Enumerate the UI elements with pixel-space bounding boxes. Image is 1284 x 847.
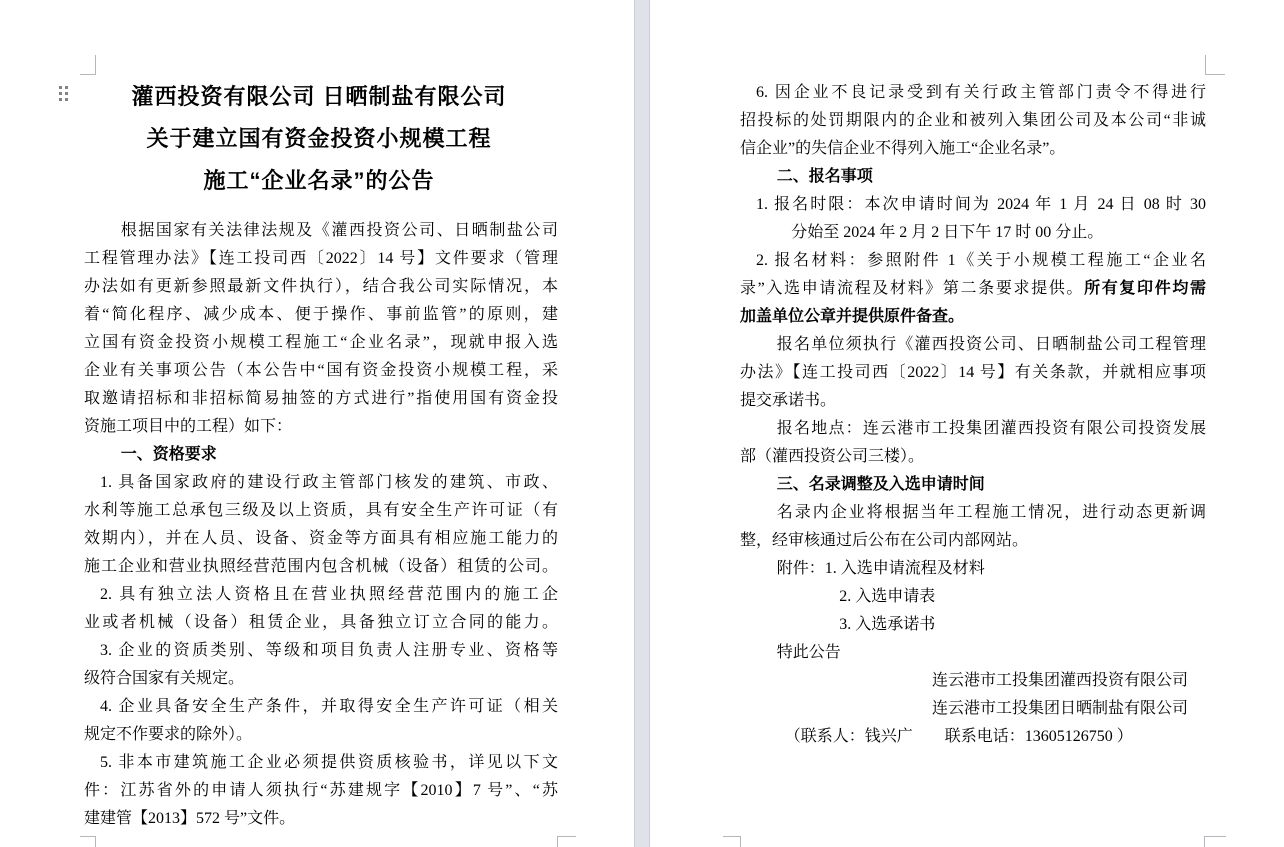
attachment-line: 3. 入选承诺书 [839,616,936,633]
body-line: 工程管理办法》【连工投司西〔2022〕14 号】文件要求（管理 [84,250,558,267]
signature-line: 连云港市工投集团日晒制盐有限公司 [931,700,1188,717]
body-line: 规定不作要求的除外）。 [84,726,253,743]
body-line: 报名地点：连云港市工投集团灌西投资有限公司投资发展 [776,420,1206,437]
body-line: 级符合国家有关规定。 [84,670,245,687]
body-line: 5. 非本市建筑施工企业必须提供资质核验书，详见以下文 [100,754,558,771]
document-title [84,76,554,202]
body-line: 立国有资金投资小规模工程施工“企业名录”，现就申报入选 [84,334,558,351]
section-heading: 三、名录调整及入选申请时间 [776,476,985,493]
body-line: 报名单位须执行《灌西投资公司、日晒制盐公司工程管理 [776,336,1206,353]
body-line: 取邀请招标和非招标简易抽签的方式进行”指使用国有资金投 [84,390,558,407]
body-line: 办法如有更新参照最新文件执行），结合我公司实际情况，本 [84,278,558,295]
body-line: 着“简化程序、减少成本、便于操作、事前监管”的原则，建 [84,306,558,323]
section-heading: 一、资格要求 [120,446,217,463]
body-line: 6. 因企业不良记录受到有关行政主管部门责令不得进行 [756,84,1206,101]
body-line: 提交承诺书。 [740,392,837,409]
body-line: 企业有关事项公告（本公告中“国有资金投资小规模工程，采 [84,362,558,379]
title-line: 关于建立国有资金投资小规模工程 [146,126,492,151]
body-line: 水利等施工总承包三级及以上资质，具有安全生产许可证（有 [84,502,558,519]
body-line: 效期内），并在人员、设备、资金等方面具有相应施工能力的 [84,530,558,547]
crop-mark-bottom-right-icon [557,836,576,847]
body-line: 根据国家有关法律法规及《灌西投资公司、日晒制盐公司 [120,222,558,239]
body-line: 2. 具有独立法人资格且在营业执照经营范围内的施工企 [100,586,558,603]
page2-body [740,79,1206,751]
body-line [740,275,1206,303]
crop-mark-bottom-left-icon [723,836,741,847]
crop-mark-bottom-left-icon [80,836,96,847]
crop-mark-bottom-right-icon [1204,836,1226,847]
contact-line: （联系人：钱兴广 联系电话：13605126750 ） [784,728,1133,745]
body-line: 信企业”的失信企业不得列入施工“企业名录”。 [740,140,1066,157]
body-line-bold: 加盖单位公章并提供原件备查。 [740,308,965,325]
crop-mark-top-left-icon [80,55,96,75]
attachment-line: 2. 入选申请表 [839,588,936,605]
page1-body [84,217,558,833]
drag-handle-icon[interactable] [59,86,68,101]
body-line: 部（灌西投资公司三楼）。 [740,448,925,465]
body-line: 施工企业和营业执照经营范围内包含机械（设备）租赁的公司。 [84,558,558,575]
body-line: 整，经审核通过后公布在公司内部网站。 [740,532,1029,549]
body-line: 资施工项目中的工程）如下： [84,418,293,435]
body-line: 分始至 2024 年 2 月 2 日下午 17 时 00 分止。 [791,224,1104,241]
body-line: 招投标的处罚期限内的企业和被列入集团公司及本公司“非诚 [740,112,1206,129]
body-line: 3. 企业的资质类别、等级和项目负责人注册专业、资格等 [100,642,558,659]
body-line: 件：江苏省外的申请人须执行“苏建规字【2010】7 号”、“苏 [84,782,558,799]
title-line: 施工“企业名录”的公告 [203,168,435,193]
body-line: 名录内企业将根据当年工程施工情况，进行动态更新调 [776,504,1206,521]
body-text: 录”入选申请流程及材料》第二条要求提供。 [740,280,1085,297]
body-line: 1. 具备国家政府的建设行政主管部门核发的建筑、市政、 [100,474,558,491]
body-line: 4. 企业具备安全生产条件，并取得安全生产许可证（相关 [100,698,558,715]
body-line: 办法》【连工投司西〔2022〕14 号】有关条款，并就相应事项 [740,364,1206,381]
body-line: 业或者机械（设备）租赁企业，具备独立订立合同的能力。 [84,614,558,631]
signature-line: 连云港市工投集团灌西投资有限公司 [931,672,1188,689]
body-line: 2. 报名材料：参照附件 1《关于小规模工程施工“企业名 [756,252,1206,269]
section-heading: 二、报名事项 [776,168,873,185]
page-separator [634,0,650,847]
crop-mark-top-right-icon [1205,55,1225,75]
body-line: 特此公告 [776,644,841,661]
body-line: 1. 报名时限：本次申请时间为 2024 年 1 月 24 日 08 时 30 [756,196,1206,213]
attachment-line: 附件：1. 入选申请流程及材料 [776,560,985,577]
body-line: 建建管【2013】572 号”文件。 [84,810,296,827]
body-text-bold: 所有复印件均需 [1084,280,1206,297]
title-line: 灌西投资有限公司 日晒制盐有限公司 [131,84,507,109]
